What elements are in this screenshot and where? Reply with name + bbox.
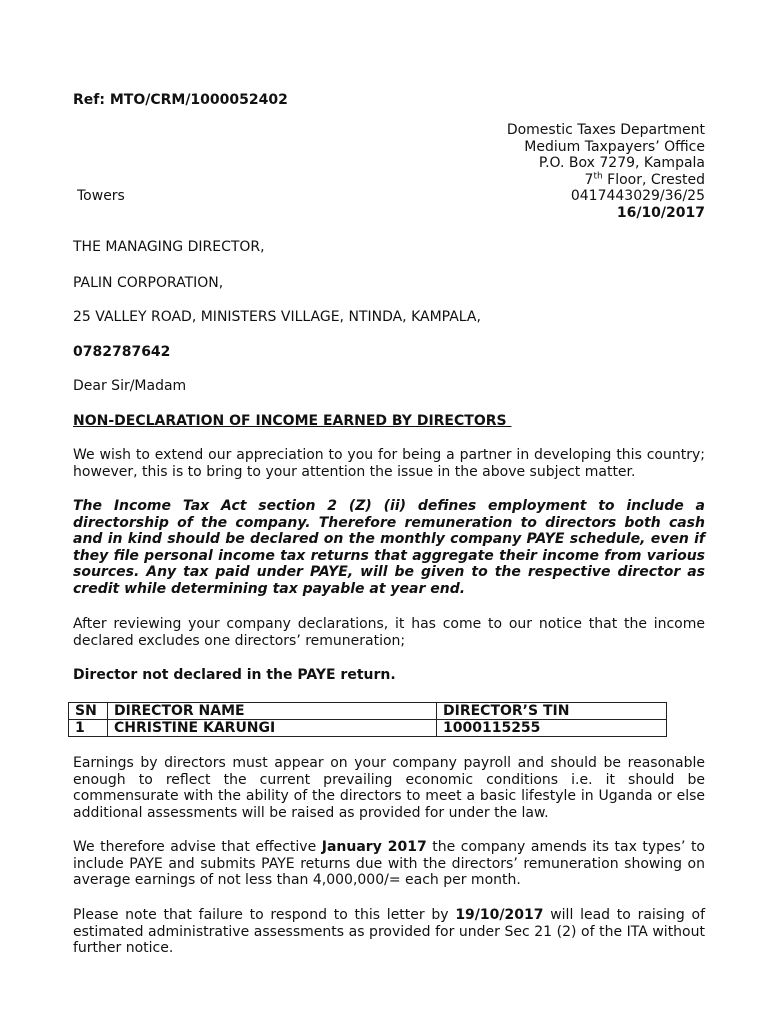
advise-text-end: the company amends its tax types’ to include PAYE and submits PAYE returns due with the directors’ remuneration showing on average earnings of not less than 4,000,000/= each per month. xyxy=(73,839,705,888)
sender-department: Domestic Taxes Department xyxy=(506,122,705,138)
deadline-text-end: will lead to raising of estimated administrative assessments as provided for under Sec 21 (2) of the ITA without further notice. xyxy=(73,907,705,956)
sender-floor xyxy=(507,172,705,189)
floor-number: 7 xyxy=(584,171,594,188)
floor-text: Floor, Crested xyxy=(602,171,705,188)
cell-director-name: CHRISTINE KARUNGI xyxy=(108,720,437,737)
paragraph-deadline xyxy=(73,907,705,957)
header-sn: SN xyxy=(69,703,108,720)
recipient-address: 25 VALLEY ROAD, MINISTERS VILLAGE, NTINDA, KAMPALA, xyxy=(73,309,481,325)
sender-po-box: P.O. Box 7279, Kampala xyxy=(538,155,705,171)
deadline-text-start: Please note that failure to respond to this letter by xyxy=(73,907,456,923)
floor-suffix: th xyxy=(593,170,603,181)
deadline-date: 19/10/2017 xyxy=(455,907,544,923)
sender-office: Medium Taxpayers’ Office xyxy=(524,138,705,155)
recipient-company: PALIN CORPORATION, xyxy=(73,275,224,291)
subject-line: NON-DECLARATION OF INCOME EARNED BY DIRECTORS xyxy=(73,413,512,429)
letter-date: 16/10/2017 xyxy=(616,204,705,221)
paragraph-appreciation: We wish to extend our appreciation to you for being a partner in developing this country; however, this is to bring to your attention the issue in the above subject matter. xyxy=(73,447,705,480)
sender-phone: 0417443029/36/25 xyxy=(570,188,705,204)
salutation: Dear Sir/Madam xyxy=(73,378,187,394)
advise-effective-date: January 2017 xyxy=(321,839,427,855)
table-header-row xyxy=(69,703,667,720)
reference-number: Ref: MTO/CRM/1000052402 xyxy=(73,92,288,108)
header-director-tin: DIRECTOR’S TIN xyxy=(437,703,667,720)
paragraph-income-tax-act: The Income Tax Act section 2 (Z) (ii) defines employment to include a directorship of the company. Therefore remuneration to directors both cash and in kind should be declared on the monthly company PAYE schedule, even if they file personal income tax returns that aggregate their income from various sources. Any tax paid under PAYE, will be given to the respective director as credit while determining tax payable at year end. xyxy=(73,498,705,597)
header-director-name: DIRECTOR NAME xyxy=(108,703,437,720)
cell-sn: 1 xyxy=(69,720,108,737)
table-heading: Director not declared in the PAYE return. xyxy=(73,667,396,683)
directors-table xyxy=(68,702,667,737)
advise-text-start: We therefore advise that effective xyxy=(73,839,322,855)
paragraph-earnings: Earnings by directors must appear on your company payroll and should be reasonable enough to reflect the current prevailing economic conditions i.e. it should be commensurate with the ability of the directors to meet a basic lifestyle in Uganda or else additional assessments will be raised as provided for under the law. xyxy=(73,755,705,821)
sender-address xyxy=(507,122,705,221)
recipient-title: THE MANAGING DIRECTOR, xyxy=(73,239,265,255)
paragraph-review: After reviewing your company declarations, it has come to our notice that the income declared excludes one directors’ remuneration; xyxy=(73,616,705,649)
recipient-phone: 0782787642 xyxy=(73,344,171,360)
sender-towers: Towers xyxy=(77,188,125,204)
table-row xyxy=(69,720,667,737)
cell-director-tin: 1000115255 xyxy=(437,720,667,737)
paragraph-advise xyxy=(73,839,705,889)
